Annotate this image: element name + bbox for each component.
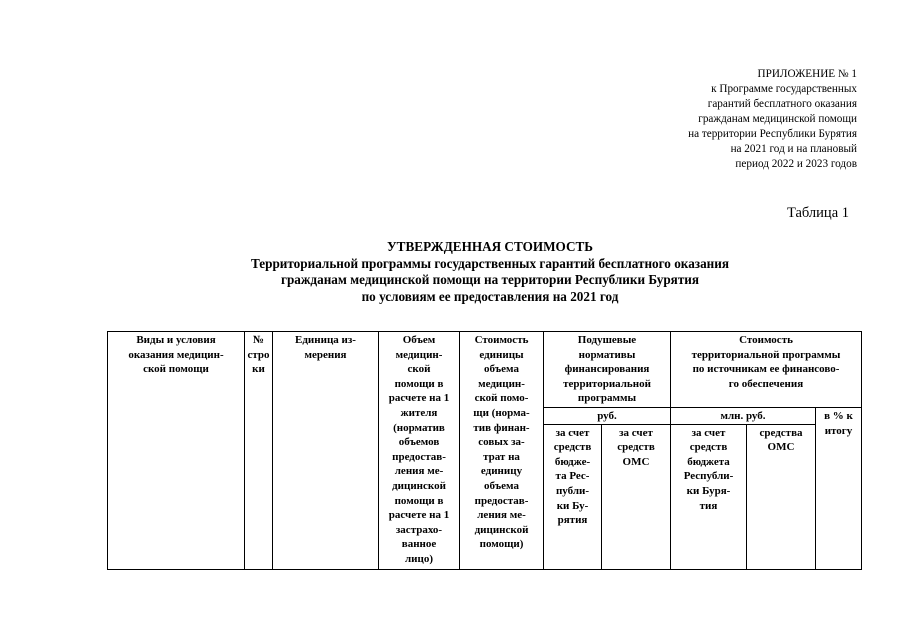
header-text-line: за счет	[619, 426, 653, 439]
header-text-line: бюджета	[687, 455, 730, 468]
header-text-line: объема	[484, 479, 519, 492]
header-unit-cost	[460, 332, 544, 570]
header-text-line: единицу	[480, 465, 523, 478]
appendix-line: на 2021 год и на плановый	[730, 143, 857, 155]
header-text-line: совых за-	[478, 436, 525, 449]
header-text-line: щи (норма-	[473, 406, 530, 419]
header-text-line: помощи в	[394, 494, 444, 507]
header-text-line: ки Буря-	[686, 484, 731, 497]
header-text-line: дицинской	[392, 479, 446, 492]
header-text-line: помощи в	[394, 377, 444, 390]
header-text-line: объема	[484, 363, 519, 376]
header-text-line: №	[252, 334, 265, 346]
header-text-line: помощи)	[479, 538, 524, 551]
header-text-line: ки	[252, 363, 265, 376]
appendix-line: ПРИЛОЖЕНИЕ № 1	[757, 68, 857, 80]
appendix-line: к Программе государственных	[711, 83, 857, 95]
appendix-line: гражданам медицинской помощи	[698, 113, 857, 125]
document-title	[150, 239, 830, 305]
header-text-line: по источникам ее финансово-	[692, 363, 840, 376]
header-unit	[273, 332, 379, 570]
appendix-line: гарантий бесплатного оказания	[707, 98, 857, 110]
header-text-line: итогу	[824, 424, 853, 437]
title-line: по условиям ее предоставления на 2021 год	[361, 288, 619, 304]
appendix-line: на территории Республики Бурятия	[688, 128, 857, 140]
header-text-line: дицинской	[474, 523, 529, 536]
header-text-line: средств	[553, 441, 592, 454]
header-text-line: территориальной программы	[691, 348, 841, 361]
header-text-line: за счет	[555, 426, 590, 439]
header-text-line: мерения	[304, 348, 347, 361]
header-text-line: (норматив	[393, 421, 445, 434]
header-text-line: Объем	[402, 334, 436, 346]
header-text-line: медицин-	[395, 348, 443, 361]
header-unit-rub: руб.	[544, 408, 671, 425]
header-text-line: предостав-	[392, 450, 446, 463]
header-text-line: нормативы	[578, 348, 636, 361]
appendix-line: период 2022 и 2023 годов	[735, 158, 857, 170]
cost-table	[107, 331, 862, 570]
header-text-line: единицы	[479, 348, 524, 361]
header-text-line: ОМС	[622, 455, 650, 468]
header-text-line: за счет	[691, 426, 726, 439]
title-line: гражданам медицинской помощи на территории Республики Бурятия	[280, 272, 700, 287]
header-text-line: Подушевые	[577, 334, 637, 346]
header-text-line: ки Бу-	[556, 499, 589, 512]
header-text-line: ской	[407, 363, 431, 376]
header-text-line: программы	[577, 392, 637, 405]
header-text-line: Республи-	[683, 470, 734, 483]
header-text-line: ОМС	[767, 441, 795, 454]
appendix-header	[557, 67, 857, 172]
header-mln-oms	[747, 424, 816, 569]
header-unit-mln-rub: млн. руб.	[671, 408, 816, 425]
header-text-line: бюдже-	[554, 455, 591, 468]
header-text-line: Стоимость	[474, 334, 529, 346]
header-mln-budget	[671, 424, 747, 569]
header-text-line: Единица из-	[295, 334, 356, 346]
header-text-line: финансирования	[564, 363, 650, 376]
header-text-line: предостав-	[474, 494, 529, 507]
header-text-line: застрахо-	[395, 523, 443, 536]
header-program-cost	[671, 332, 862, 408]
header-text-line: го обеспечения	[728, 377, 804, 390]
header-text-line: стро	[247, 348, 270, 361]
header-text-line: публи-	[555, 484, 590, 497]
header-rub-budget	[544, 424, 602, 569]
header-text-line: тив финан-	[473, 421, 530, 434]
header-per-capita	[544, 332, 671, 408]
header-text-line: в % к	[824, 410, 853, 422]
title-line: УТВЕРЖДЕННАЯ СТОИМОСТЬ	[387, 239, 593, 254]
header-text-line: территориальной	[563, 377, 651, 390]
header-text-line: Стоимость	[739, 334, 793, 346]
header-text-line: Виды и условия	[136, 334, 216, 346]
header-service-type	[108, 332, 245, 570]
header-text-line: жителя	[400, 406, 438, 419]
header-text-line: ления ме-	[477, 509, 526, 522]
header-text-line: расчете на 1	[388, 509, 450, 522]
header-text-line: ской помощи	[143, 363, 209, 376]
header-text-line: лицо)	[404, 552, 433, 565]
header-text-line: рятия	[557, 514, 588, 527]
header-rub-oms	[602, 424, 671, 569]
header-text-line: расчете на 1	[388, 392, 450, 405]
header-text-line: средства	[759, 426, 803, 439]
header-text-line: та Рес-	[555, 470, 590, 483]
header-text-line: объемов	[398, 436, 440, 449]
header-text-line: средств	[689, 441, 728, 454]
table-label: Таблица 1	[786, 205, 849, 221]
header-text-line: ления ме-	[394, 465, 444, 478]
header-text-line: средств	[617, 441, 655, 454]
header-text-line: ванное	[401, 538, 437, 551]
header-text-line: оказания медицин-	[128, 348, 224, 361]
header-text-line: трат на	[483, 450, 520, 463]
header-text-line: медицин-	[478, 377, 525, 390]
header-row-number	[245, 332, 273, 570]
header-text-line: ской помо-	[474, 392, 529, 405]
header-text-line: тия	[699, 499, 718, 512]
title-line: Территориальной программы государственных гарантий бесплатного оказания	[250, 255, 730, 271]
header-percent-total	[816, 408, 862, 570]
header-volume	[379, 332, 460, 570]
